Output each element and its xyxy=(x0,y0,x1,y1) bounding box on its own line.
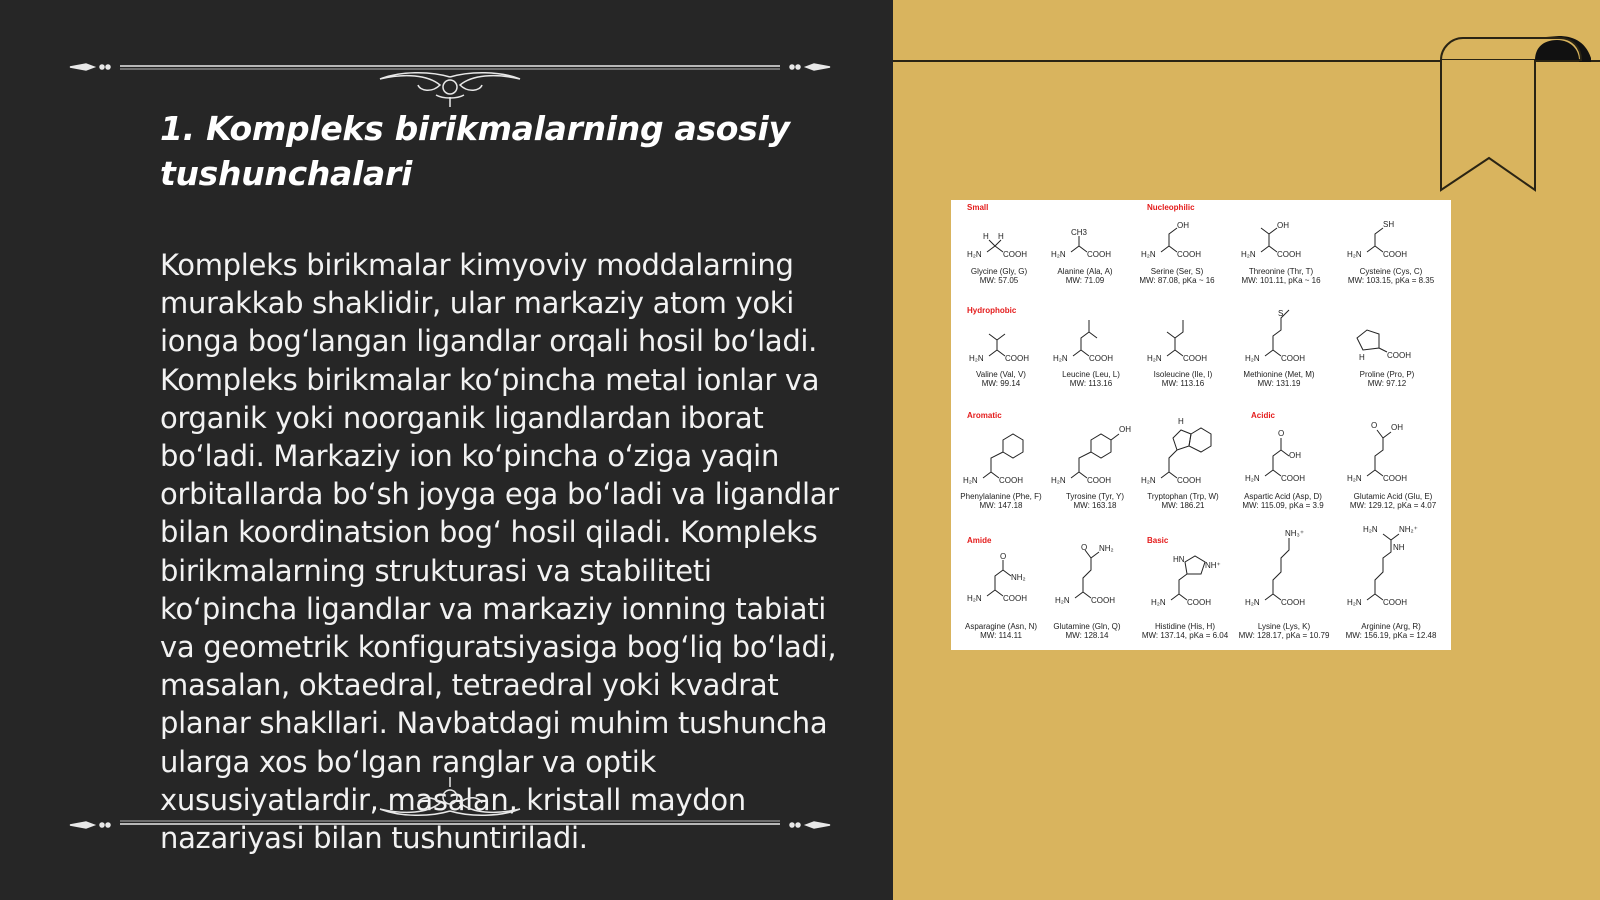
bond-line xyxy=(1367,228,1383,252)
bond-line xyxy=(1091,434,1111,458)
structure-methionine xyxy=(1245,309,1305,363)
caption-threonine-mw: MW: 101.11, pKa ~ 16 xyxy=(1241,276,1321,285)
bond-line xyxy=(1357,330,1387,352)
caption-proline-name: Proline (Pro, P) xyxy=(1359,370,1415,379)
atom-label: O xyxy=(1278,429,1285,438)
atom-label: COOH xyxy=(1183,354,1207,363)
bond-line xyxy=(1071,452,1091,478)
atom-label: H₂N xyxy=(1051,250,1066,259)
atom-label: OH xyxy=(1119,425,1131,434)
atom-label: H₂N xyxy=(1151,598,1166,607)
bond-line xyxy=(987,560,1011,596)
bond-line xyxy=(1073,320,1097,356)
caption-phenylalanine-mw: MW: 147.18 xyxy=(979,501,1023,510)
atom-label: COOH xyxy=(1177,476,1201,485)
caption-cysteine-mw: MW: 103.15, pKa = 8.35 xyxy=(1347,276,1435,285)
bookmark-ribbon xyxy=(1433,30,1600,200)
caption-tyrosine-mw: MW: 163.18 xyxy=(1073,501,1117,510)
atom-label: COOH xyxy=(1383,598,1407,607)
ornament-divider-bottom xyxy=(60,775,840,835)
atom-label: HN xyxy=(1173,555,1185,564)
caption-serine-name: Serine (Ser, S) xyxy=(1150,267,1204,276)
atom-label: H₂N xyxy=(967,250,982,259)
caption-glutamic-acid-mw: MW: 129.12, pKa = 4.07 xyxy=(1349,501,1437,510)
caption-isoleucine-mw: MW: 113.16 xyxy=(1161,379,1205,388)
bond-line xyxy=(1265,438,1289,476)
atom-label: H₂N xyxy=(1363,525,1378,534)
caption-serine-mw: MW: 87.08, pKa ~ 16 xyxy=(1139,276,1215,285)
atom-label: OH xyxy=(1391,423,1403,432)
atom-label: COOH xyxy=(1383,250,1407,259)
structure-cysteine xyxy=(1347,220,1407,259)
atom-label: H₂N xyxy=(1147,354,1162,363)
atom-label: COOH xyxy=(1003,594,1027,603)
caption-methionine-name: Methionine (Met, M) xyxy=(1243,370,1315,379)
section-acidic-label: Acidic xyxy=(1251,411,1276,420)
bond-line xyxy=(1185,556,1205,574)
atom-label: OH xyxy=(1277,221,1289,230)
bond-line xyxy=(1261,228,1277,252)
structure-glutamic-acid xyxy=(1347,421,1407,483)
bond-line xyxy=(1075,550,1099,598)
caption-methionine-mw: MW: 131.19 xyxy=(1257,379,1301,388)
caption-tryptophan-mw: MW: 186.21 xyxy=(1161,501,1205,510)
caption-asparagine-name: Asparagine (Asn, N) xyxy=(964,622,1038,631)
caption-glutamine-name: Glutamine (Gln, Q) xyxy=(1053,622,1121,631)
structure-glutamine xyxy=(1055,543,1115,605)
atom-label: COOH xyxy=(1089,354,1113,363)
caption-glycine-name: Glycine (Gly, G) xyxy=(970,267,1028,276)
atom-label: NH₂⁺ xyxy=(1399,525,1418,534)
captions xyxy=(960,267,1437,640)
atom-label: H xyxy=(998,232,1004,241)
atom-label: H₂N xyxy=(1347,474,1362,483)
caption-phenylalanine-name: Phenylalanine (Phe, F) xyxy=(960,492,1042,501)
atom-label: H xyxy=(1359,353,1365,362)
bond-line xyxy=(1161,450,1177,478)
atom-label: COOH xyxy=(1277,250,1301,259)
atom-label: O xyxy=(1371,421,1378,430)
atom-label: COOH xyxy=(1087,250,1111,259)
atom-label: NH xyxy=(1393,543,1405,552)
bond-line xyxy=(983,452,1003,478)
atom-label: H xyxy=(983,232,989,241)
caption-alanine-name: Alanine (Ala, A) xyxy=(1057,267,1113,276)
atom-label: COOH xyxy=(1281,354,1305,363)
caption-leucine-mw: MW: 113.16 xyxy=(1069,379,1113,388)
atom-label: SH xyxy=(1383,220,1395,229)
amino-acids-figure xyxy=(951,200,1451,650)
section-aromatic-label: Aromatic xyxy=(967,411,1002,420)
structure-threonine xyxy=(1241,221,1301,259)
caption-tyrosine-name: Tyrosine (Tyr, Y) xyxy=(1065,492,1125,501)
atom-label: COOH xyxy=(1281,598,1305,607)
atom-label: H₂N xyxy=(1055,596,1070,605)
structure-tyrosine xyxy=(1051,425,1131,485)
structure-proline xyxy=(1357,330,1411,362)
structure-leucine xyxy=(1053,320,1113,363)
ornament-divider-top xyxy=(60,55,840,110)
atom-label: H₂N xyxy=(1141,476,1156,485)
atom-label: NH₃⁺ xyxy=(1285,529,1305,538)
caption-asparagine-mw: MW: 114.11 xyxy=(980,631,1022,640)
atom-label: CH3 xyxy=(1071,228,1088,237)
bond-line xyxy=(1167,320,1183,356)
bond-line xyxy=(1367,430,1391,476)
structure-aspartic-acid xyxy=(1245,429,1305,483)
structure-serine xyxy=(1141,221,1201,259)
bond-line xyxy=(1071,236,1087,252)
caption-arginine-mw: MW: 156.19, pKa = 12.48 xyxy=(1345,631,1437,640)
caption-arginine-name: Arginine (Arg, R) xyxy=(1361,622,1421,631)
section-nucleophilic-label: Nucleophilic xyxy=(1147,203,1195,212)
atom-label: COOH xyxy=(1091,596,1115,605)
atom-label: H₂N xyxy=(1245,474,1260,483)
structure-tryptophan xyxy=(1141,417,1211,485)
slide-title: 1. Kompleks birikmalarning asosiy tushunchalari xyxy=(160,109,790,193)
caption-alanine-mw: MW: 71.09 xyxy=(1065,276,1105,285)
caption-isoleucine-name: Isoleucine (Ile, I) xyxy=(1153,370,1213,379)
bond-line xyxy=(1161,228,1177,252)
section-basic-label: Basic xyxy=(1147,536,1169,545)
structure-lysine xyxy=(1245,529,1305,607)
caption-aspartic-acid-mw: MW: 115.09, pKa = 3.9 xyxy=(1242,501,1324,510)
atom-label: H₂N xyxy=(1053,354,1068,363)
atom-label: NH₂ xyxy=(1099,544,1114,553)
bond-line xyxy=(1189,428,1211,452)
atom-label: COOH xyxy=(1383,474,1407,483)
atom-label: COOH xyxy=(1177,250,1201,259)
caption-lysine-mw: MW: 128.17, pKa = 10.79 xyxy=(1238,631,1330,640)
section-amide-label: Amide xyxy=(967,536,992,545)
atom-label: COOH xyxy=(1281,474,1305,483)
caption-leucine-name: Leucine (Leu, L) xyxy=(1062,370,1120,379)
atom-label: H₂N xyxy=(967,594,982,603)
caption-glutamic-acid-name: Glutamic Acid (Glu, E) xyxy=(1353,492,1433,501)
structure-arginine xyxy=(1347,525,1418,607)
bond-line xyxy=(1265,310,1289,356)
structure-asparagine xyxy=(967,552,1027,603)
caption-histidine-mw: MW: 137.14, pKa = 6.04 xyxy=(1141,631,1229,640)
bond-line xyxy=(1265,538,1289,600)
atom-label: COOH xyxy=(999,476,1023,485)
atom-label: H₂N xyxy=(1051,476,1066,485)
atom-label: COOH xyxy=(1003,250,1027,259)
atom-label: COOH xyxy=(1005,354,1029,363)
caption-glutamine-mw: MW: 128.14 xyxy=(1065,631,1109,640)
atom-label: H₂N xyxy=(963,476,978,485)
atom-label: COOH xyxy=(1087,476,1111,485)
caption-tryptophan-name: Tryptophan (Trp, W) xyxy=(1147,492,1219,501)
atom-label: H₂N xyxy=(1141,250,1156,259)
atom-label: COOH xyxy=(1187,598,1211,607)
structure-isoleucine xyxy=(1147,320,1207,363)
structure-glycine xyxy=(967,232,1027,259)
structure-alanine xyxy=(1051,228,1111,259)
atom-label: OH xyxy=(1177,221,1189,230)
structure-valine xyxy=(969,334,1029,363)
bond-line xyxy=(987,240,1003,252)
bond-line xyxy=(1111,434,1119,440)
caption-lysine-name: Lysine (Lys, K) xyxy=(1257,622,1311,631)
atom-label: H₂N xyxy=(1347,250,1362,259)
atom-label: H₂N xyxy=(1245,598,1260,607)
caption-valine-mw: MW: 99.14 xyxy=(981,379,1021,388)
atom-label: O xyxy=(1081,543,1088,552)
caption-proline-mw: MW: 97.12 xyxy=(1367,379,1407,388)
atom-label: S xyxy=(1278,309,1284,318)
caption-threonine-name: Threonine (Thr, T) xyxy=(1248,267,1314,276)
caption-histidine-name: Histidine (His, H) xyxy=(1154,622,1216,631)
atom-label: H₂N xyxy=(1245,354,1260,363)
bond-line xyxy=(1173,430,1191,450)
structure-phenylalanine xyxy=(963,434,1023,485)
atom-label: OH xyxy=(1289,451,1301,460)
caption-glycine-mw: MW: 57.05 xyxy=(979,276,1019,285)
amino-acids-chart xyxy=(951,200,1451,650)
atom-label: H₂N xyxy=(1241,250,1256,259)
atom-label: H₂N xyxy=(969,354,984,363)
structure-histidine xyxy=(1151,555,1221,607)
atom-label: O xyxy=(1000,552,1007,561)
bond-line xyxy=(989,334,1005,356)
atom-label: H xyxy=(1178,417,1184,426)
caption-valine-name: Valine (Val, V) xyxy=(976,370,1026,379)
atom-label: COOH xyxy=(1387,351,1411,360)
bond-line xyxy=(1003,434,1023,458)
section-hydrophobic-label: Hydrophobic xyxy=(967,306,1017,315)
slide-body-text: Kompleks birikmalar kimyoviy moddalarning murakkab shaklidir, ular markaziy atom yoki ionga bog‘langan ligandlar orqali hosil bo‘ladi. Kompleks birikmalar ko‘pincha metal ionlar va organik yoki noorganik ligandlardan iborat bo‘ladi. Markaziy ion ko‘pincha o‘ziga yaqin orbitallarda bo‘sh joyga ega bo‘ladi va ligandlar bilan koordinatsion bog‘ hosil qiladi. Kompleks birikmalarning strukturasi va stabiliteti ko‘pincha ligandlar va markaziy ionning tabiati va geometrik konfiguratsiyasiga bog‘liq bo‘ladi, masalan, oktaedral, tetraedral yoki kvadrat planar shakllari. Navbatdagi muhim tushuncha ularga xos bo‘lgan ranglar va optik xususiyatlardir, masalan, kristall maydon nazariyasi bilan tushuntiriladi. xyxy=(160,248,839,856)
section-small-label: Small xyxy=(967,203,989,212)
atom-label: NH⁺ xyxy=(1205,561,1221,570)
atom-label: H₂N xyxy=(1347,598,1362,607)
atom-label: NH₂ xyxy=(1011,573,1026,582)
caption-aspartic-acid-name: Aspartic Acid (Asp, D) xyxy=(1244,492,1322,501)
caption-cysteine-name: Cysteine (Cys, C) xyxy=(1359,267,1423,276)
bond-line xyxy=(1171,574,1187,600)
